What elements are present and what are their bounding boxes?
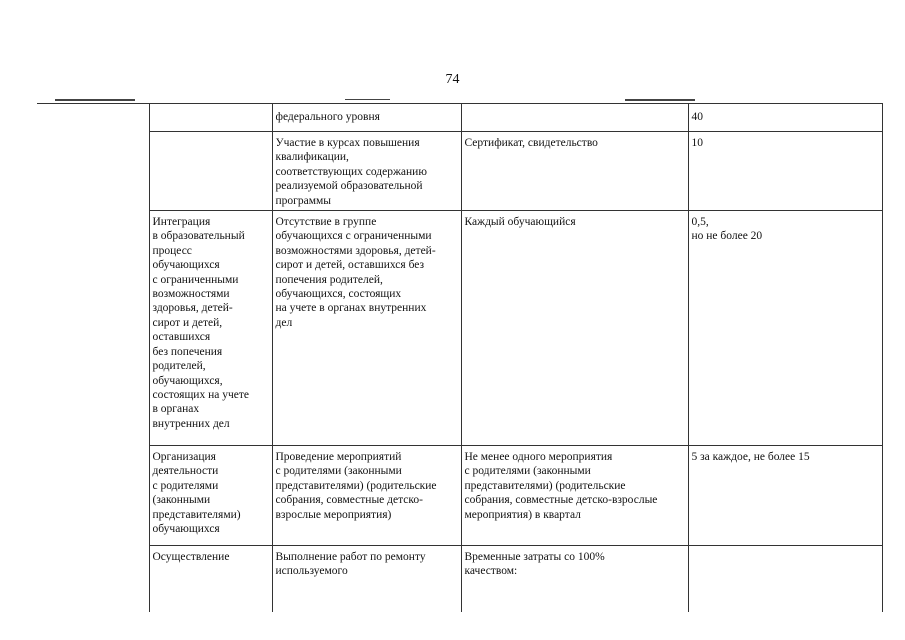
scan-artifact-line — [625, 99, 695, 101]
table-cell-points: 0,5, но не более 20 — [688, 211, 882, 446]
table-row — [37, 446, 882, 546]
scan-artifact-line — [345, 99, 390, 100]
table-cell-criterion: Осуществление — [149, 546, 272, 613]
table-cell-condition: Каждый обучающийся — [461, 211, 688, 446]
table-cell-indicator: Выполнение работ по ремонту используемого — [272, 546, 461, 613]
table-row — [37, 211, 882, 446]
table-cell-indicator: Отсутствие в группе обучающихся с ограниченными возможностями здоровья, детей- сирот и детей, оставшихся без попечения родителей, обучающихся, состоящих на учете в органах внутренних дел — [272, 211, 461, 446]
table-cell-points: 5 за каждое, не более 15 — [688, 446, 882, 546]
table-cell-indicator: Проведение мероприятий с родителями (законными представителями) (родительские собрания, совместные детско- взрослые мероприятия) — [272, 446, 461, 546]
table-cell-condition: Временные затраты со 100% качеством: — [461, 546, 688, 613]
table-cell-criterion — [149, 104, 272, 132]
table-cell-points: 10 — [688, 132, 882, 211]
table-cell-points: 40 — [688, 104, 882, 132]
table-cell-condition — [461, 104, 688, 132]
table-cell-condition: Не менее одного мероприятия с родителями (законными представителями) (родительские собрания, совместные детско-взрослые мероприятия) в квартал — [461, 446, 688, 546]
table-row — [37, 104, 882, 132]
scan-artifact-line — [55, 99, 135, 101]
table-row — [37, 546, 882, 613]
table-cell-criterion: Интеграция в образовательный процесс обучающихся с ограниченными возможностями здоровья, детей- сирот и детей, оставшихся без попечения родителей, обучающихся, состоящих на учете в органах внутренних дел — [149, 211, 272, 446]
page-number: 74 — [445, 72, 460, 87]
criteria-table — [37, 103, 883, 612]
table-cell-indicator: Участие в курсах повышения квалификации, соответствующих содержанию реализуемой образовательной программы — [272, 132, 461, 211]
table-cell-points — [688, 546, 882, 613]
table-cell-criterion: Организация деятельности с родителями (законными представителями) обучающихся — [149, 446, 272, 546]
table-cell-indicator: федерального уровня — [272, 104, 461, 132]
table-cell-condition: Сертификат, свидетельство — [461, 132, 688, 211]
table-row — [37, 132, 882, 211]
table-cell-empty — [37, 104, 149, 613]
table-cell-criterion — [149, 132, 272, 211]
